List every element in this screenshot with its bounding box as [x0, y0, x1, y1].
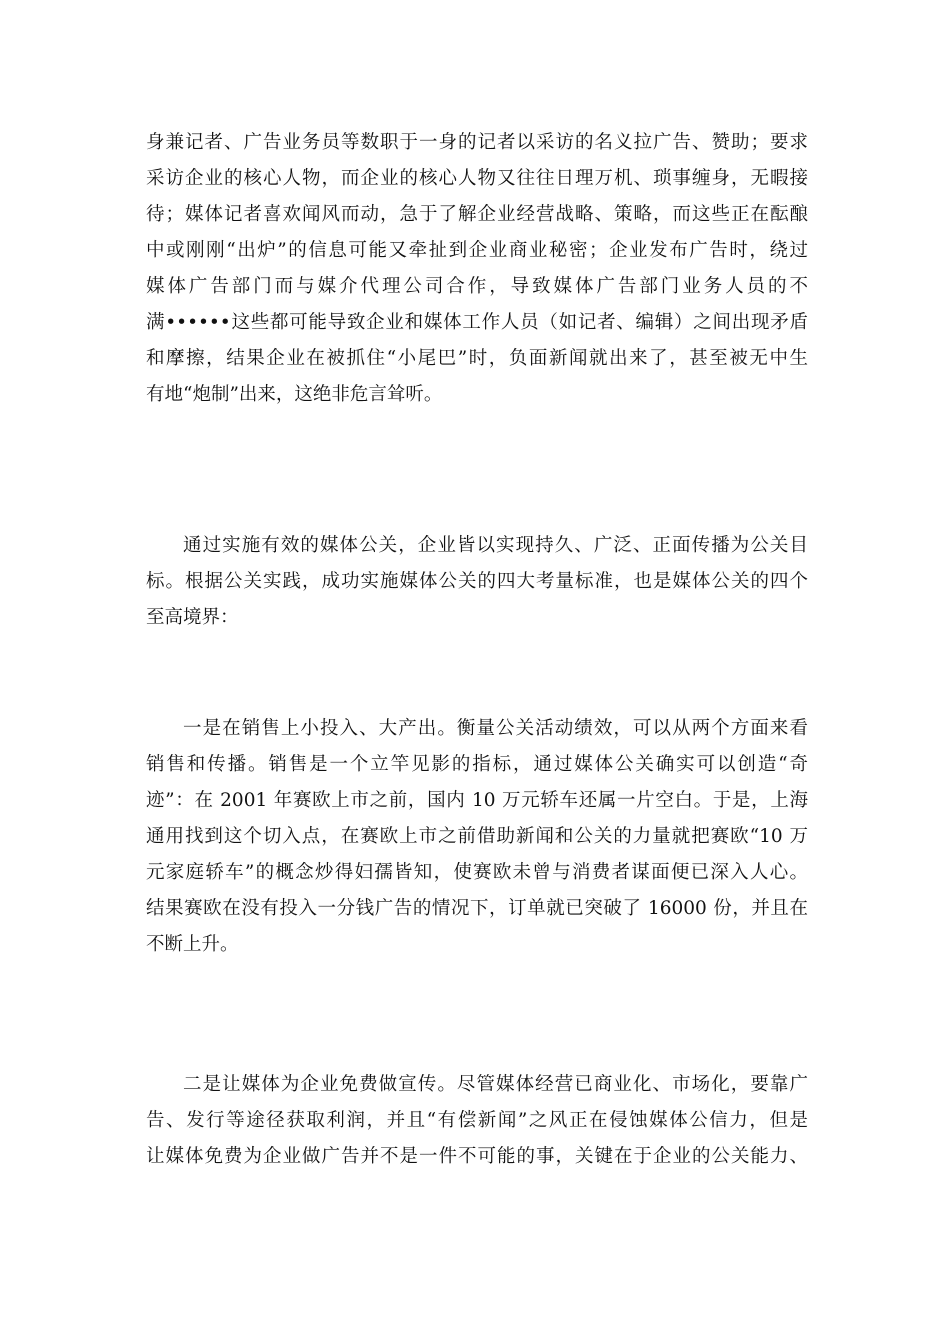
paragraph-first-realm: [146, 711, 808, 963]
text-line: 和摩擦，结果企业在被抓住“小尾巴”时，负面新闻就出来了，甚至被无中生: [146, 348, 808, 369]
text-line: 二是让媒体为企业免费做宣传。尽管媒体经营已商业化、市场化，要靠广: [183, 1074, 808, 1095]
text-line: 销售和传播。销售是一个立竿见影的指标，通过媒体公关确实可以创造“奇: [146, 754, 808, 775]
text-line: 通用找到这个切入点，在赛欧上市之前借助新闻和公关的力量就把赛欧“10 万: [146, 826, 808, 847]
text-line: 满••••••这些都可能导致企业和媒体工作人员（如记者、编辑）之间出现矛盾: [146, 312, 808, 333]
text-line: 通过实施有效的媒体公关，企业皆以实现持久、广泛、正面传播为公关目: [183, 535, 808, 556]
text-line: 不断上升。: [146, 934, 239, 955]
paragraph-media-pr-goals: [146, 528, 808, 636]
text-line: 中或刚刚“出炉”的信息可能又牵扯到企业商业秘密；企业发布广告时，绕过: [146, 240, 808, 261]
paragraph-negative-news-causes: [146, 125, 808, 413]
text-line: 采访企业的核心人物，而企业的核心人物又往往日理万机、琐事缠身，无暇接: [146, 168, 808, 189]
text-line: 迹”：在 2001 年赛欧上市之前，国内 10 万元轿车还属一片空白。于是，上海: [146, 790, 808, 811]
text-line: 身兼记者、广告业务员等数职于一身的记者以采访的名义拉广告、赞助；要求: [146, 132, 808, 153]
text-line: 媒体广告部门而与媒介代理公司合作，导致媒体广告部门业务人员的不: [146, 276, 808, 297]
text-line: 有地“炮制”出来，这绝非危言耸听。: [146, 384, 443, 405]
paragraph-second-realm: [146, 1067, 808, 1175]
text-line: 标。根据公关实践，成功实施媒体公关的四大考量标准，也是媒体公关的四个: [146, 571, 808, 592]
text-line: 至高境界：: [146, 607, 239, 628]
text-line: 让媒体免费为企业做广告并不是一件不可能的事，关键在于企业的公关能力、: [146, 1146, 808, 1167]
text-line: 元家庭轿车”的概念炒得妇孺皆知，使赛欧未曾与消费者谋面便已深入人心。: [146, 862, 808, 883]
text-line: 一是在销售上小投入、大产出。衡量公关活动绩效，可以从两个方面来看: [183, 718, 808, 739]
text-line: 结果赛欧在没有投入一分钱广告的情况下，订单就已突破了 16000 份，并且在: [146, 898, 808, 919]
text-line: 告、发行等途径获取利润，并且“有偿新闻”之风正在侵蚀媒体公信力，但是: [146, 1110, 808, 1131]
text-line: 待；媒体记者喜欢闻风而动，急于了解企业经营战略、策略，而这些正在酝酿: [146, 204, 808, 225]
